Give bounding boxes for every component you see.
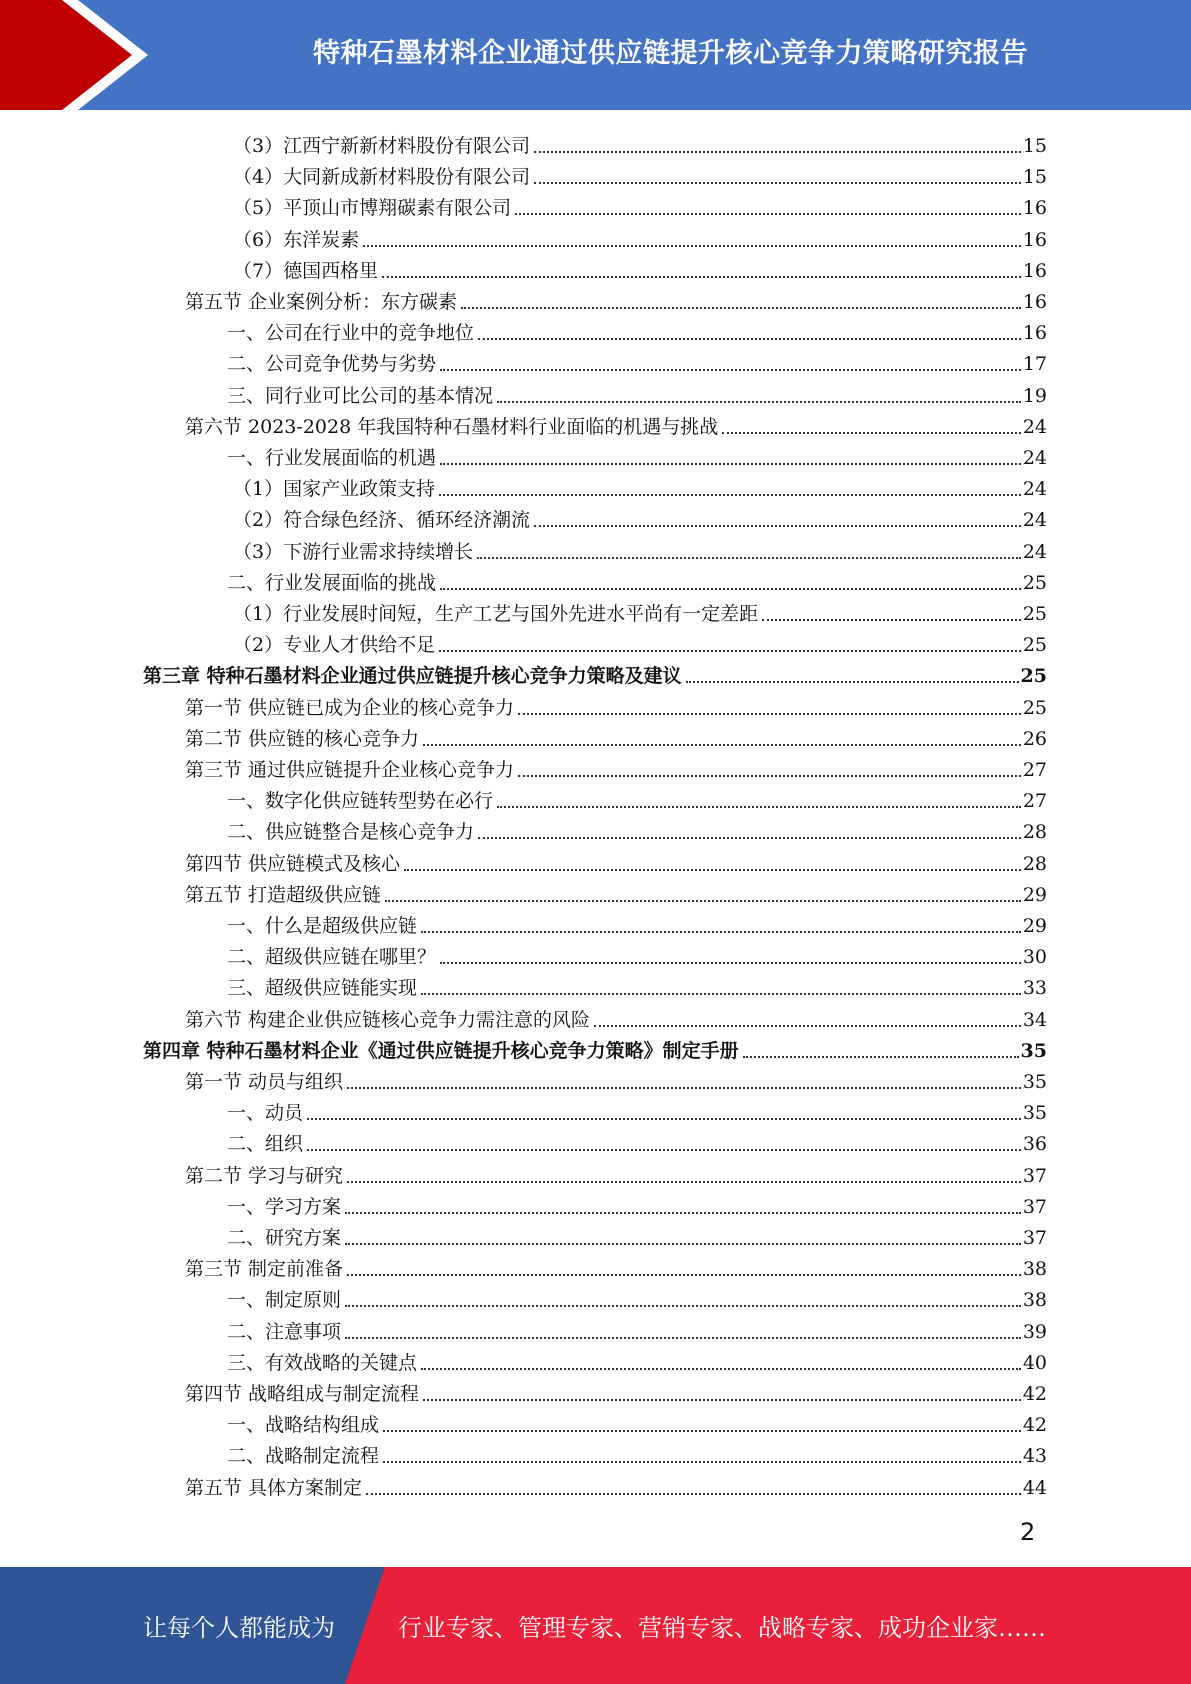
- toc-entry-page: 25: [1020, 665, 1047, 688]
- toc-entry-label: 一、行业发展面临的机遇: [227, 447, 437, 469]
- toc-entry[interactable]: [227, 314, 1047, 345]
- toc-leader-dots: [307, 1118, 1021, 1120]
- toc-leader-dots: [461, 307, 1021, 309]
- toc-entry[interactable]: [233, 533, 1047, 564]
- toc-leader-dots: [363, 245, 1021, 247]
- toc-leader-dots: [518, 713, 1021, 715]
- toc-entry[interactable]: [185, 1001, 1047, 1032]
- toc-entry-label: 三、超级供应链能实现: [227, 977, 418, 1000]
- toc-entry[interactable]: [185, 1157, 1047, 1188]
- toc-entry[interactable]: [227, 1188, 1047, 1219]
- toc-leader-dots: [762, 619, 1021, 621]
- toc-entry-label: 第三章 特种石墨材料企业通过供应链提升核心竞争力策略及建议: [143, 665, 682, 688]
- toc-entry-page: 30: [1022, 946, 1047, 969]
- toc-entry-label: （6）东洋炭素: [233, 228, 360, 251]
- toc-entry[interactable]: [227, 377, 1047, 408]
- toc-entry[interactable]: [233, 595, 1047, 626]
- toc-entry-label: 二、公司竞争优势与劣势: [227, 353, 437, 376]
- toc-entry[interactable]: [227, 1437, 1047, 1468]
- toc-entry[interactable]: [227, 1344, 1047, 1375]
- toc-entry-label: 第三节 通过供应链提升企业核心竞争力: [185, 759, 515, 781]
- toc-entry-page: 40: [1022, 1351, 1047, 1374]
- toc-leader-dots: [383, 1430, 1021, 1432]
- toc-entry-page: 16: [1022, 291, 1047, 313]
- footer-slogan-left: 让每个人都能成为: [143, 1614, 335, 1642]
- toc-entry-page: 16: [1022, 228, 1047, 251]
- toc-entry-label: 一、数字化供应链转型势在必行: [227, 790, 494, 813]
- toc-entry-label: 二、供应链整合是核心竞争力: [227, 821, 475, 844]
- toc-entry[interactable]: [185, 845, 1047, 876]
- toc-entry-page: 29: [1022, 915, 1047, 937]
- toc-entry[interactable]: [227, 439, 1047, 470]
- toc-entry-label: （4）大同新成新材料股份有限公司: [233, 166, 531, 189]
- toc-entry-page: 33: [1022, 977, 1047, 1000]
- toc-entry[interactable]: [227, 1313, 1047, 1344]
- toc-entry-page: 25: [1022, 634, 1047, 657]
- toc-leader-dots: [440, 588, 1021, 590]
- toc-entry-page: 26: [1022, 727, 1047, 750]
- toc-entry-label: （5）平顶山市博翔碳素有限公司: [233, 197, 512, 220]
- toc-entry[interactable]: [185, 1250, 1047, 1281]
- toc-leader-dots: [382, 276, 1021, 278]
- toc-entry-page: 25: [1022, 696, 1047, 719]
- toc-entry-label: 第一节 动员与组织: [185, 1071, 344, 1093]
- toc-entry[interactable]: [143, 657, 1047, 688]
- toc-leader-dots: [743, 1056, 1019, 1058]
- toc-entry[interactable]: [227, 1094, 1047, 1125]
- toc-entry[interactable]: [233, 626, 1047, 657]
- toc-leader-dots: [518, 775, 1021, 777]
- toc-entry-page: 27: [1022, 790, 1047, 813]
- toc-leader-dots: [440, 962, 1021, 964]
- toc-entry-page: 24: [1022, 447, 1047, 469]
- toc-entry-label: 二、战略制定流程: [227, 1445, 380, 1468]
- toc-entry[interactable]: [185, 876, 1047, 907]
- toc-entry-label: 二、研究方案: [227, 1227, 342, 1249]
- footer-slogan-right: 行业专家、管理专家、营销专家、战略专家、成功企业家……: [398, 1614, 1046, 1642]
- toc-entry[interactable]: [185, 1063, 1047, 1094]
- toc-entry[interactable]: [227, 813, 1047, 844]
- toc-entry-label: 第二节 学习与研究: [185, 1164, 344, 1187]
- toc-leader-dots: [345, 1243, 1021, 1245]
- toc-entry-page: 44: [1022, 1476, 1047, 1499]
- toc-entry-page: 34: [1022, 1008, 1047, 1031]
- page-header: [0, 0, 1191, 110]
- toc-entry[interactable]: [227, 1219, 1047, 1250]
- toc-entry-label: （3）江西宁新新材料股份有限公司: [233, 135, 531, 157]
- toc-entry[interactable]: [227, 782, 1047, 813]
- toc-leader-dots: [534, 151, 1021, 153]
- toc-leader-dots: [440, 369, 1021, 371]
- toc-entry-page: 24: [1022, 540, 1047, 563]
- toc-leader-dots: [594, 1025, 1021, 1027]
- toc-leader-dots: [477, 557, 1021, 559]
- toc-leader-dots: [440, 463, 1021, 465]
- toc-entry-label: （3）下游行业需求持续增长: [233, 540, 474, 563]
- toc-entry-page: 16: [1022, 322, 1047, 345]
- toc-leader-dots: [515, 213, 1021, 215]
- toc-entry[interactable]: [227, 907, 1047, 938]
- toc-leader-dots: [478, 338, 1021, 340]
- toc-entry[interactable]: [227, 1281, 1047, 1312]
- toc-entry[interactable]: [233, 189, 1047, 220]
- toc-leader-dots: [404, 869, 1021, 871]
- toc-leader-dots: [345, 1305, 1021, 1307]
- toc-leader-dots: [345, 1212, 1021, 1214]
- toc-entry[interactable]: [227, 938, 1047, 969]
- toc-entry-label: 一、公司在行业中的竞争地位: [227, 322, 475, 345]
- toc-entry-label: 二、超级供应链在哪里？: [227, 946, 437, 969]
- toc-entry-label: 第二节 供应链的核心竞争力: [185, 727, 420, 750]
- toc-entry[interactable]: [233, 221, 1047, 252]
- toc-entry[interactable]: [185, 283, 1047, 314]
- toc-leader-dots: [478, 837, 1021, 839]
- toc-entry[interactable]: [227, 1125, 1047, 1156]
- toc-entry-page: 39: [1022, 1320, 1047, 1343]
- toc-entry-label: 第四节 战略组成与制定流程: [185, 1383, 420, 1405]
- toc-entry-page: 38: [1022, 1289, 1047, 1312]
- toc-entry-page: 37: [1022, 1164, 1047, 1187]
- toc-entry-page: 16: [1022, 259, 1047, 282]
- toc-entry-page: 37: [1022, 1227, 1047, 1249]
- toc-entry[interactable]: [185, 408, 1047, 439]
- toc-leader-dots: [307, 1149, 1021, 1151]
- toc-entry-label: 二、行业发展面临的挑战: [227, 571, 437, 594]
- toc-entry-label: （1）行业发展时间短，生产工艺与国外先进水平尚有一定差距: [233, 603, 759, 625]
- toc-entry-page: 15: [1022, 166, 1047, 189]
- toc-leader-dots: [497, 806, 1021, 808]
- toc-entry[interactable]: [185, 720, 1047, 751]
- toc-entry-label: 一、动员: [227, 1102, 304, 1125]
- page-footer: [0, 1567, 1191, 1684]
- toc-entry[interactable]: [143, 1032, 1047, 1063]
- toc-entry[interactable]: [233, 470, 1047, 501]
- toc-entry-label: 二、注意事项: [227, 1320, 342, 1343]
- toc-entry-page: 17: [1022, 353, 1047, 376]
- toc-entry-page: 36: [1022, 1133, 1047, 1156]
- toc-entry-label: 一、制定原则: [227, 1289, 342, 1312]
- toc-entry-page: 24: [1022, 478, 1047, 501]
- toc-entry[interactable]: [185, 1469, 1047, 1500]
- toc-entry-label: 第五节 具体方案制定: [185, 1476, 363, 1499]
- toc-leader-dots: [534, 525, 1021, 527]
- toc-leader-dots: [534, 182, 1021, 184]
- toc-leader-dots: [385, 900, 1021, 902]
- toc-leader-dots: [421, 993, 1021, 995]
- toc-entry-label: （1）国家产业政策支持: [233, 478, 436, 501]
- toc-entry-label: 第三节 制定前准备: [185, 1258, 344, 1281]
- toc-leader-dots: [421, 1368, 1021, 1370]
- toc-entry[interactable]: [233, 501, 1047, 532]
- toc-entry-page: 19: [1022, 384, 1047, 407]
- toc-entry-label: 三、有效战略的关键点: [227, 1351, 418, 1374]
- report-title: 特种石墨材料企业通过供应链提升核心竞争力策略研究报告: [313, 37, 1028, 69]
- page-number: 2: [1020, 1518, 1036, 1546]
- toc-entry-page: 28: [1022, 852, 1047, 875]
- toc-entry[interactable]: [185, 689, 1047, 720]
- toc-leader-dots: [439, 494, 1021, 496]
- toc-entry-label: 第四节 供应链模式及核心: [185, 852, 401, 875]
- toc-leader-dots: [366, 1493, 1021, 1495]
- toc-entry-label: 第六节 2023-2028 年我国特种石墨材料行业面临的机遇与挑战: [185, 415, 719, 438]
- toc-leader-dots: [347, 1274, 1021, 1276]
- toc-entry[interactable]: [233, 158, 1047, 189]
- toc-entry-label: 三、同行业可比公司的基本情况: [227, 384, 494, 407]
- toc-entry-page: 16: [1022, 197, 1047, 220]
- toc-leader-dots: [347, 1087, 1021, 1089]
- toc-entry[interactable]: [185, 1375, 1047, 1406]
- toc-entry-page: 25: [1022, 603, 1047, 625]
- toc-entry-label: （2）专业人才供给不足: [233, 634, 436, 657]
- toc-leader-dots: [423, 1399, 1021, 1401]
- toc-entry-label: （2）符合绿色经济、循环经济潮流: [233, 509, 531, 532]
- toc-entry-label: 一、学习方案: [227, 1195, 342, 1218]
- toc-entry-page: 24: [1022, 509, 1047, 532]
- toc-entry-label: 第五节 企业案例分析：东方碳素: [185, 291, 458, 313]
- toc-entry-label: 二、组织: [227, 1133, 304, 1156]
- toc-entry[interactable]: [227, 345, 1047, 376]
- toc-leader-dots: [686, 681, 1019, 683]
- toc-entry-page: 38: [1022, 1258, 1047, 1281]
- toc-entry-label: 第四章 特种石墨材料企业《通过供应链提升核心竞争力策略》制定手册: [143, 1039, 739, 1062]
- toc-leader-dots: [423, 744, 1021, 746]
- toc-entry-label: 第六节 构建企业供应链核心竞争力需注意的风险: [185, 1008, 591, 1031]
- toc-entry-page: 35: [1022, 1102, 1047, 1125]
- toc-entry[interactable]: [227, 564, 1047, 595]
- red-arrow-icon: [0, 0, 160, 110]
- toc-entry-label: 第五节 打造超级供应链: [185, 883, 382, 906]
- toc-entry-page: 27: [1022, 759, 1047, 781]
- toc-entry-page: 42: [1022, 1414, 1047, 1437]
- toc-entry[interactable]: [227, 969, 1047, 1000]
- toc-entry-label: 第一节 供应链已成为企业的核心竞争力: [185, 696, 515, 719]
- toc-leader-dots: [497, 401, 1021, 403]
- toc-entry-page: 42: [1022, 1383, 1047, 1405]
- toc-entry-page: 28: [1022, 821, 1047, 844]
- toc-entry-label: 一、什么是超级供应链: [227, 915, 418, 937]
- toc-leader-dots: [345, 1337, 1021, 1339]
- toc-entry-page: 35: [1022, 1071, 1047, 1093]
- toc-entry-page: 37: [1022, 1195, 1047, 1218]
- toc-leader-dots: [722, 432, 1021, 434]
- toc-entry-label: （7）德国西格里: [233, 259, 379, 282]
- toc-entry-page: 24: [1022, 415, 1047, 438]
- toc-entry[interactable]: [185, 751, 1047, 782]
- toc-entry-page: 15: [1022, 135, 1047, 157]
- toc-entry-page: 29: [1022, 883, 1047, 906]
- toc-entry-label: 一、战略结构组成: [227, 1414, 380, 1437]
- toc-entry[interactable]: [233, 127, 1047, 158]
- toc-entry[interactable]: [233, 252, 1047, 283]
- toc-entry-page: 25: [1022, 571, 1047, 594]
- toc-leader-dots: [347, 1181, 1021, 1183]
- toc-entry[interactable]: [227, 1406, 1047, 1437]
- toc-leader-dots: [383, 1461, 1021, 1463]
- toc-entry-page: 43: [1022, 1445, 1047, 1468]
- toc-entry-page: 35: [1020, 1039, 1047, 1062]
- toc-leader-dots: [421, 931, 1021, 933]
- toc-leader-dots: [439, 650, 1021, 652]
